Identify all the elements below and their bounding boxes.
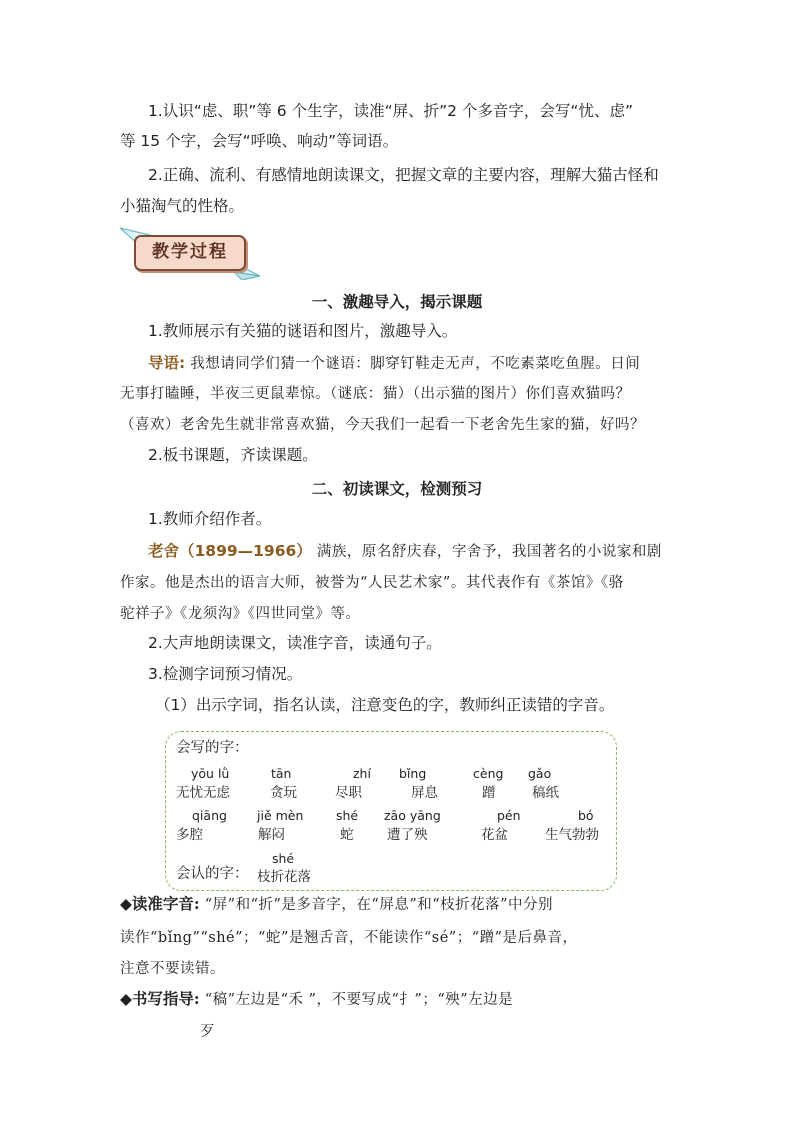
vocab-word: 稿纸: [532, 785, 559, 801]
recognize-label: 会认的字：: [176, 866, 249, 882]
pinyin: zāo yāng: [384, 808, 441, 823]
pinyin: zhí: [353, 766, 371, 781]
vocab-word: 遭了殃: [387, 827, 428, 843]
badge-plate: [134, 235, 246, 271]
section-2-p3: 3.检测字词预习情况。: [148, 665, 303, 683]
vocab-word: 多腔: [176, 827, 203, 843]
reading-note-line-3: 注意不要读错。: [120, 961, 225, 977]
goal-2-line-2: 小猫淘气的性格。: [120, 197, 245, 215]
author-label: 老舍（1899—1966）: [148, 542, 312, 560]
reading-note-text-1: “屏”和“折”是多音字，在“屏息”和“枝折花落”中分别: [204, 897, 554, 913]
pinyin: bǐng: [399, 766, 427, 781]
author-line-3: 驼祥子》《龙须沟》《四世同堂》等。: [120, 606, 361, 622]
section-2-p2: 2.大声地朗读课文，读准字音，读通句子。: [148, 634, 442, 652]
pinyin: qiāng: [192, 808, 227, 823]
section-2-p4: （1）出示字词，指名认读，注意变色的字，教师纠正读错的字音。: [155, 696, 615, 714]
author-line-2: 作家。他是杰出的语言大师，被誉为“人民艺术家”。其代表作有《茶馆》《骆: [120, 575, 624, 591]
intro-label: 导语:: [148, 354, 186, 372]
vocab-word: 蹭: [482, 785, 496, 801]
author-text-1: 满族，原名舒庆春，字舍予，我国著名的小说家和剧: [316, 544, 662, 560]
pinyin: yōu lǜ: [191, 766, 230, 781]
pinyin: shé: [272, 851, 295, 866]
vocab-word: 无忧无虑: [176, 785, 230, 801]
pinyin: cèng: [473, 766, 504, 781]
pinyin: shé: [336, 808, 359, 823]
vocab-word: 生气勃勃: [545, 827, 599, 843]
vocab-word: 屏息: [411, 785, 438, 801]
goal-1-line-2: 等 15 个字，会写“呼唤、响动”等词语。: [120, 132, 399, 150]
goal-2-line-1: 2.正确、流利、有感情地朗读课文，把握文章的主要内容，理解大猫古怪和: [148, 166, 659, 184]
section-2-p1: 1.教师介绍作者。: [148, 510, 272, 528]
section-2-title: 二、初读课文，检测预习: [311, 480, 483, 498]
vocab-word: 尽职: [335, 785, 362, 801]
intro-line-3: （喜欢）老舍先生就非常喜欢猫，今天我们一起看一下老舍先生家的猫，好吗？: [120, 417, 645, 433]
badge-label: 教学过程: [152, 242, 228, 262]
reading-note-label: ◆读准字音:: [120, 894, 200, 913]
section-1-p2: 2.板书课题，齐读课题。: [148, 446, 318, 464]
vocab-word: 蛇: [340, 827, 354, 843]
pinyin: tān: [271, 766, 292, 781]
vocab-word: 解闷: [258, 827, 285, 843]
reading-note-line-2: 读作“bǐng”“shé”；“蛇”是翘舌音，不能读作“sé”；“蹭”是后鼻音，: [120, 930, 578, 946]
intro-text-1: 我想请同学们猜一个谜语：脚穿钉鞋走无声，不吃素菜吃鱼腥。日间: [190, 356, 641, 372]
writing-note-label: ◆书写指导:: [120, 989, 200, 1008]
section-1-p1: 1.教师展示有关猫的谜语和图片，激趣导入。: [148, 322, 458, 340]
goal-1-line-1: 1.认识“虑、职”等 6 个生字，读准“屏、折”2 个多音字，会写“忧、虑”: [148, 102, 633, 120]
write-label: 会写的字：: [176, 740, 249, 756]
writing-note-line-1: [120, 988, 513, 1009]
pinyin: jiě mèn: [257, 808, 304, 823]
writing-note-text-1: “稿”左边是“禾 ”，不要写成“扌”；“殃”左边是: [204, 992, 514, 1008]
pinyin: pén: [497, 808, 521, 823]
vocab-word: 花盆: [481, 827, 508, 843]
pinyin: gǎo: [528, 766, 552, 781]
pinyin: bó: [578, 808, 594, 823]
recognize-words: 枝折花落: [257, 869, 311, 885]
writing-note-line-2: 歹: [200, 1024, 215, 1040]
intro-line-2: 无事打瞌睡，半夜三更鼠辈惊。（谜底：猫）（出示猫的图片）你们喜欢猫吗？: [120, 386, 631, 402]
vocab-word: 贪玩: [270, 785, 297, 801]
reading-note-line-1: [120, 893, 553, 914]
author-line-1: [148, 540, 662, 561]
section-badge: [118, 224, 263, 280]
section-1-title: 一、激趣导入，揭示课题: [311, 293, 483, 311]
intro-line-1: [148, 352, 640, 373]
